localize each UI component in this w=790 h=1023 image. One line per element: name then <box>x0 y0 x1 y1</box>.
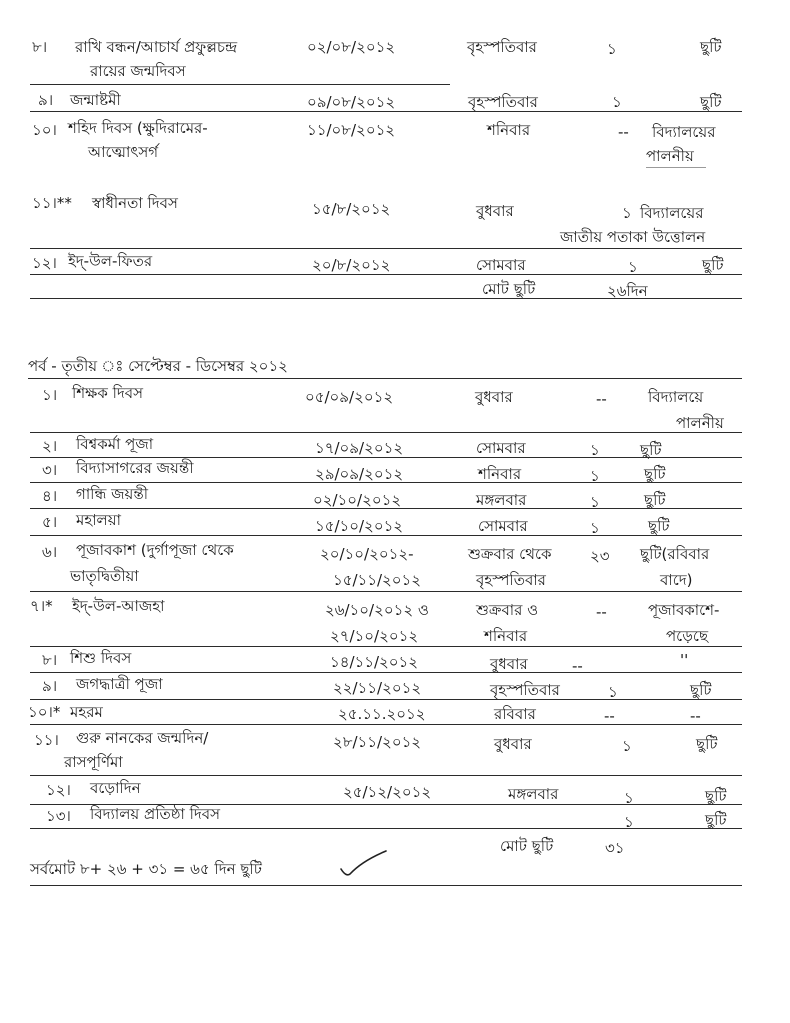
holiday-remark: ছুটি <box>705 811 727 829</box>
row-divider <box>30 591 742 592</box>
row-divider <box>30 646 742 647</box>
holiday-name: বিদ্যাসাগরের জয়ন্তী <box>76 459 194 477</box>
holiday-name-cont: রাসপূর্ণিমা <box>64 753 123 771</box>
row-number: ৪। <box>42 487 58 505</box>
holiday-day-cont: শনিবার <box>484 627 528 645</box>
holiday-count: ১ <box>590 519 600 537</box>
holiday-day: বুধবার <box>494 735 532 753</box>
holiday-remark-cont: পালনীয় <box>646 147 694 165</box>
holiday-date: ১৫/১০/২০১২ <box>315 517 404 535</box>
row-divider <box>30 111 742 112</box>
holiday-name: গান্ধি জয়ন্তী <box>76 485 149 503</box>
holiday-name: পূজাবকাশ (দুর্গাপূজা থেকে <box>76 541 234 559</box>
holiday-date-cont: ২৭/১০/২০১২ <box>330 627 419 645</box>
row-number: ৯। <box>42 677 58 695</box>
holiday-date: ১৭/০৯/২০১২ <box>315 439 404 457</box>
holiday-remark-cont: বাদে) <box>660 571 693 589</box>
holiday-remark-cont: পালনীয় <box>676 414 724 432</box>
row-divider <box>30 248 742 249</box>
holiday-date: ০৫/০৯/২০১২ <box>305 388 394 406</box>
row-divider <box>30 699 742 700</box>
holiday-date: ১৪/১১/২০১২ <box>330 653 419 671</box>
row-divider <box>30 828 742 829</box>
holiday-day: সোমবার <box>478 517 528 535</box>
row-number: ৮। <box>32 38 48 56</box>
holiday-count: ১ <box>624 813 634 831</box>
holiday-name: ইদ্-উল-আজহা <box>72 597 165 615</box>
holiday-remark: বিদ্যালয়ের <box>652 123 716 141</box>
row-number: ৭।* <box>30 597 53 615</box>
row-number: ১। <box>42 386 58 404</box>
holiday-day: শনিবার <box>487 121 531 139</box>
holiday-day: বৃহস্পতিবার <box>490 681 560 699</box>
holiday-name: মহালয়া <box>76 511 121 529</box>
holiday-day: বুধবার <box>490 655 528 673</box>
holiday-date: ২২/১১/২০১২ <box>333 679 422 697</box>
holiday-remark: ছুটি <box>705 787 727 805</box>
holiday-count: -- <box>618 123 629 141</box>
holiday-count: ১ <box>590 467 600 485</box>
holiday-date: ০৯/০৮/২০১২ <box>307 93 396 111</box>
holiday-count: -- <box>572 657 583 675</box>
holiday-remark: বিদ্যালয়ে <box>648 388 704 406</box>
holiday-count: -- <box>596 390 607 408</box>
holiday-count: ১ <box>624 789 634 807</box>
row-number: ১০।* <box>28 703 61 721</box>
holiday-date: ০২/০৮/২০১২ <box>307 38 396 56</box>
holiday-remark: ছুটি <box>696 735 718 753</box>
holiday-count: ১ <box>590 441 600 459</box>
row-number: ১২। <box>32 254 57 272</box>
row-divider <box>30 724 742 725</box>
holiday-name: বিশ্বকর্মা পূজা <box>76 435 154 453</box>
holiday-remark: -- <box>690 707 701 725</box>
holiday-count: ১ <box>607 40 617 58</box>
holiday-date: ১৫/৮/২০১২ <box>312 200 391 218</box>
holiday-day: বুধবার <box>475 388 513 406</box>
holiday-name-cont: আত্মোৎসর্গ <box>88 143 159 161</box>
holiday-date: ২০/১০/২০১২- <box>320 545 414 563</box>
total-value: ৩১ <box>605 839 625 857</box>
holiday-day: শনিবার <box>478 465 522 483</box>
row-number: ১২। <box>46 781 71 799</box>
row-divider <box>30 84 450 85</box>
holiday-date: ১১/০৮/২০১২ <box>307 121 396 139</box>
holiday-day: মঙ্গলবার <box>476 491 527 509</box>
holiday-day: সোমবার <box>476 439 526 457</box>
row-number: ১০। <box>32 121 57 139</box>
holiday-name: জন্মাষ্টমী <box>70 91 121 109</box>
grand-total: সর্বমোট ৮+ ২৬ + ৩১ = ৬৫ দিন ছুটি <box>30 860 262 878</box>
holiday-remark: ছুটি <box>690 681 712 699</box>
holiday-count: ১ <box>628 258 638 276</box>
holiday-date: ০২/১০/২০১২ <box>313 491 402 509</box>
holiday-name: ইদ্-উল-ফিতর <box>68 252 153 270</box>
heading-divider <box>28 378 742 379</box>
holiday-name: বড়োদিন <box>90 779 141 797</box>
holiday-name: স্বাধীনতা দিবস <box>92 194 178 212</box>
row-divider <box>30 535 742 536</box>
holiday-day: শুক্রবার থেকে <box>468 545 552 563</box>
row-number: ২। <box>42 437 58 455</box>
holiday-remark: ছুটি <box>702 256 724 274</box>
holiday-remark: ছুটি <box>700 93 722 111</box>
holiday-day-cont: বৃহস্পতিবার <box>476 571 546 589</box>
holiday-day: মঙ্গলবার <box>508 785 559 803</box>
grand-total-divider <box>30 885 742 886</box>
section-heading: পর্ব - তৃতীয় ঃ সেপ্টেম্বর - ডিসেম্বর ২০১২ <box>28 357 288 375</box>
holiday-remark: ছুটি <box>700 38 722 56</box>
holiday-date: ২৯/০৯/২০১২ <box>315 465 404 483</box>
checkmark-icon <box>338 847 390 881</box>
holiday-day: বৃহস্পতিবার <box>467 38 537 56</box>
row-divider <box>30 457 742 458</box>
holiday-remark: ছুটি(রবিবার <box>640 545 710 563</box>
holiday-name: শহিদ দিবস (ক্ষুদিরামের- <box>68 119 208 137</box>
holiday-remark-cont: জাতীয় পতাকা উত্তোলন <box>560 228 706 246</box>
holiday-count: ১ <box>612 93 622 111</box>
holiday-remark: পূজাবকাশে- <box>648 601 720 619</box>
holiday-remark: '' <box>680 651 689 669</box>
holiday-remark: ছুটি <box>644 465 666 483</box>
row-number: ৮। <box>42 651 58 669</box>
remark-underline <box>646 167 706 168</box>
row-divider <box>30 775 742 776</box>
holiday-name-cont: রায়ের জন্মদিবস <box>90 62 186 80</box>
holiday-count: ১ <box>608 683 618 701</box>
row-number: ৬। <box>42 543 58 561</box>
holiday-date: ২৬/১০/২০১২ ও <box>325 601 429 619</box>
holiday-name: বিদ্যালয় প্রতিষ্ঠা দিবস <box>90 805 221 823</box>
total-divider <box>30 298 742 299</box>
row-divider <box>30 508 742 509</box>
row-number: ৩। <box>42 461 58 479</box>
holiday-date: ২৫/১২/২০১২ <box>343 783 432 801</box>
row-number: ৯। <box>38 91 54 109</box>
holiday-date: ২০/৮/২০১২ <box>312 256 391 274</box>
holiday-name: জগদ্ধাত্রী পূজা <box>76 675 163 693</box>
row-number: ১১।** <box>32 194 72 212</box>
row-divider <box>30 432 742 433</box>
holiday-count: -- <box>604 707 615 725</box>
holiday-count: ১ <box>622 204 632 222</box>
holiday-remark: ছুটি <box>644 491 666 509</box>
holiday-count: ১ <box>622 737 632 755</box>
holiday-count: ১ <box>590 493 600 511</box>
holiday-name: শিক্ষক দিবস <box>72 384 144 402</box>
holiday-date-cont: ১৫/১১/২০১২ <box>333 571 422 589</box>
holiday-remark-cont: পড়েছে <box>666 627 709 645</box>
holiday-name: রাখি বন্ধন/আচার্য প্রফুল্লচন্দ্র <box>75 38 238 56</box>
holiday-remark: ছুটি <box>648 517 670 535</box>
holiday-count: -- <box>596 603 607 621</box>
holiday-name-cont: ভাতৃদ্বিতীয়া <box>70 567 139 585</box>
row-divider <box>30 482 742 483</box>
holiday-day: সোমবার <box>476 256 526 274</box>
row-divider <box>30 274 742 275</box>
holiday-date: ২৮/১১/২০১২ <box>333 733 422 751</box>
total-label: মোট ছুটি <box>500 837 554 855</box>
holiday-name: মহরম <box>70 703 103 721</box>
holiday-day: রবিবার <box>494 705 536 723</box>
holiday-remark: বিদ্যালয়ের <box>640 204 704 222</box>
row-number: ১১। <box>34 731 59 749</box>
holiday-name: গুরু নানকের জন্মদিন/ <box>76 729 209 747</box>
holiday-day: শুক্রবার ও <box>476 601 539 619</box>
holiday-date: ২৫.১১.২০১২ <box>338 705 426 723</box>
holiday-remark: ছুটি <box>640 441 662 459</box>
total-label: মোট ছুটি <box>482 280 536 298</box>
row-number: ১৩। <box>46 807 71 825</box>
row-divider <box>30 672 742 673</box>
holiday-day: বৃহস্পতিবার <box>468 93 538 111</box>
row-number: ৫। <box>42 513 58 531</box>
holiday-count: ২৩ <box>590 547 610 565</box>
holiday-name: শিশু দিবস <box>70 649 132 667</box>
total-value: ২৬দিন <box>607 282 648 300</box>
holiday-day: বুধবার <box>476 202 514 220</box>
